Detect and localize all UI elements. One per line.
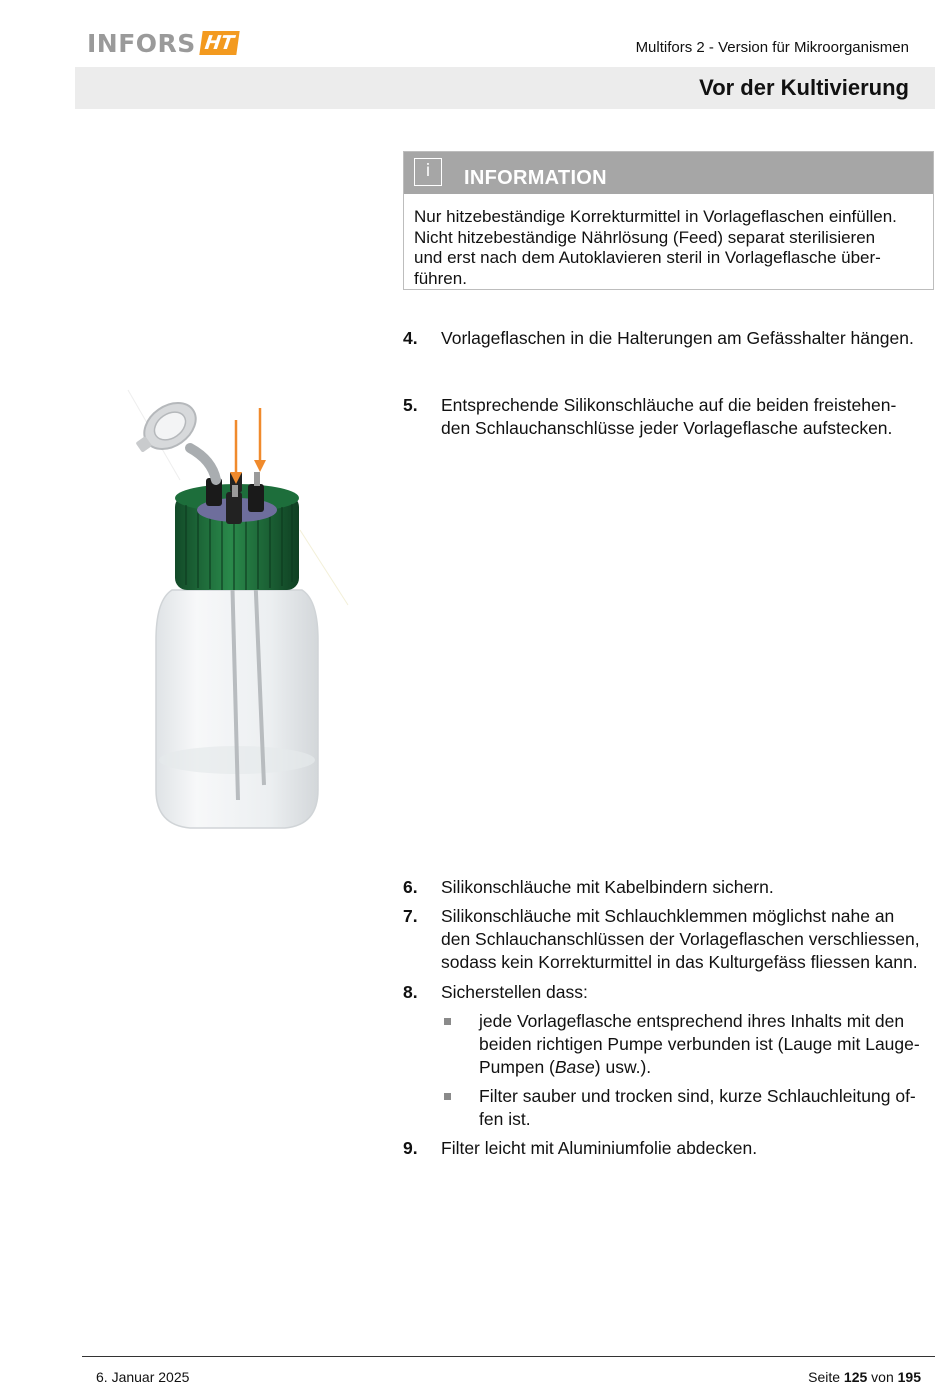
information-text (404, 194, 933, 289)
page-current: 125 (843, 1369, 868, 1385)
infors-ht-logo (87, 28, 238, 58)
information-line: und erst nach dem Autoklavieren steril in Vorlageflasche über- (414, 248, 881, 267)
information-header (404, 152, 933, 194)
document-title: Multifors 2 - Version für Mikroorganismen (635, 39, 909, 56)
step-line: Silikonschläuche mit Schlauchklemmen möglichst nahe an (441, 906, 895, 926)
chapter-bar (75, 67, 935, 109)
step-text (441, 1137, 936, 1160)
step-number: 6. (403, 877, 418, 897)
step-text (441, 876, 936, 899)
step-line: Vorlageflaschen in die Halterungen am Gefässhalter hängen. (441, 328, 914, 348)
chapter-title: Vor der Kultivierung (699, 75, 909, 100)
footer-date: 6. Januar 2025 (96, 1369, 190, 1385)
page-total: 195 (897, 1369, 921, 1385)
step-number: 7. (403, 906, 418, 926)
bullet-line: beiden richtigen Pumpe verbunden ist (Lauge mit Lauge- (479, 1034, 920, 1054)
step-text (441, 981, 936, 1004)
bottle-image (120, 380, 360, 840)
bullet-square-icon (444, 1018, 451, 1025)
step-text (441, 905, 936, 974)
step-line: Sicherstellen dass: (441, 982, 588, 1002)
bullet-line (479, 1056, 939, 1079)
step-number: 8. (403, 982, 418, 1002)
footer-divider (82, 1356, 935, 1357)
information-line: Nicht hitzebeständige Nährlösung (Feed) separat sterilisieren (414, 227, 876, 247)
logo-ht-badge: HT (199, 31, 239, 55)
step-number: 9. (403, 1138, 418, 1158)
step-line: sodass kein Korrekturmittel in das Kulturgefäss fliessen kann. (441, 952, 918, 972)
bullet-text-segment: Pumpen ( (479, 1057, 555, 1077)
information-line: Nur hitzebeständige Korrekturmittel in Vorlageflaschen einfüllen. (414, 207, 897, 226)
step-number: 4. (403, 328, 418, 348)
step-line: Filter leicht mit Aluminiumfolie abdecken. (441, 1138, 758, 1158)
arrow-icon (230, 420, 242, 484)
bullet-line: jede Vorlageflasche entsprechend ihres Inhalts mit den (479, 1011, 905, 1031)
information-label: INFORMATION (464, 167, 607, 189)
arrow-icon (254, 408, 266, 472)
bullet-square-icon (444, 1093, 451, 1100)
bullet-text (479, 1085, 939, 1131)
information-box (403, 151, 934, 290)
bullet-text (479, 1010, 939, 1079)
step-line: Entsprechende Silikonschläuche auf die beiden freistehen- (441, 395, 897, 415)
step-line: den Schlauchanschlüssen der Vorlageflaschen verschliessen, (441, 929, 920, 949)
page-separator: von (871, 1369, 894, 1385)
step-text (441, 394, 936, 440)
step-text (441, 327, 936, 350)
logo-text: INFORS (87, 28, 196, 58)
page-prefix: Seite (808, 1369, 841, 1385)
info-icon: i (414, 158, 442, 186)
page-number (808, 1369, 921, 1385)
step-number: 5. (403, 395, 418, 415)
step-line: den Schlauchanschlüsse jeder Vorlageflasche aufstecken. (441, 418, 893, 438)
bullet-line: fen ist. (479, 1109, 531, 1129)
bottle-illustration (120, 380, 360, 840)
information-line: führen. (414, 268, 467, 288)
emphasis-base: Base (554, 1057, 595, 1077)
bullet-line: Filter sauber und trocken sind, kurze Schlauchleitung of- (479, 1086, 916, 1106)
bullet-text-segment: ) usw.). (594, 1057, 652, 1077)
step-line: Silikonschläuche mit Kabelbindern sichern. (441, 877, 774, 897)
